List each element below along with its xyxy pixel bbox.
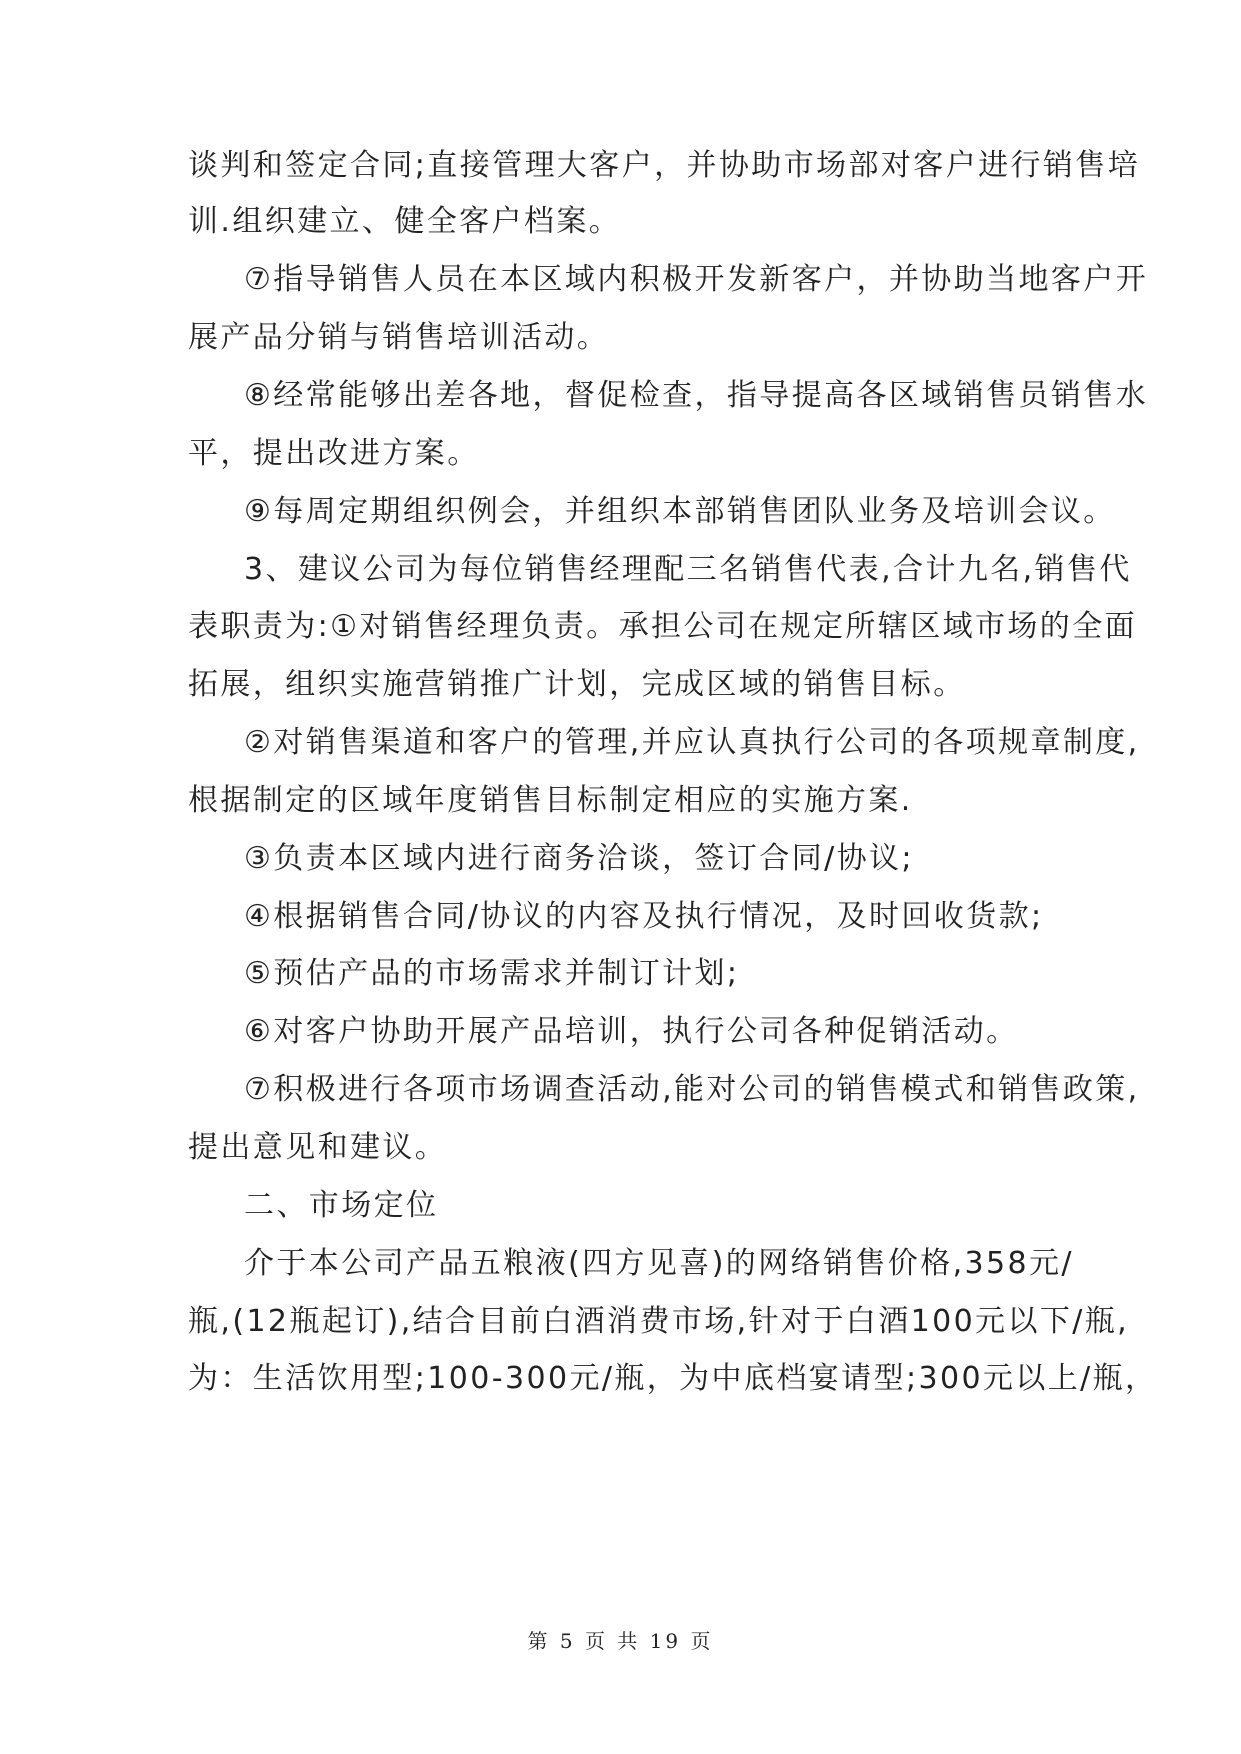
- text-line: ⑦指导销售人员在本区域内积极开发新客户，并协助当地客户开: [244, 262, 1149, 297]
- text-line: 平，提出改进方案。: [188, 436, 480, 471]
- text-line: ④根据销售合同/协议的内容及执行情况，及时回收货款;: [244, 899, 1044, 934]
- text-line: ⑦积极进行各项市场调查活动,能对公司的销售模式和销售政策,: [244, 1072, 1140, 1107]
- text-line: ⑥对客户协助开展产品培训，执行公司各种促销活动。: [244, 1014, 1019, 1049]
- text-line: ③负责本区域内进行商务洽谈，签订合同/协议;: [244, 841, 914, 876]
- text-line: 表职责为:①对销售经理负责。承担公司在规定所辖区域市场的全面: [188, 609, 1138, 644]
- text-line: 为：生活饮用型;100-300元/瓶，为中底档宴请型;300元以上/瓶，: [188, 1361, 1158, 1396]
- text-line: 瓶,(12瓶起订),结合目前白酒消费市场,针对于白酒100元以下/瓶,: [188, 1304, 1130, 1339]
- text-line: ②对销售渠道和客户的管理,并应认真执行公司的各项规章制度,: [244, 725, 1140, 760]
- section-heading: 二、市场定位: [244, 1188, 439, 1223]
- text-line: 谈判和签定合同;直接管理大客户，并协助市场部对客户进行销售培: [188, 148, 1141, 183]
- text-line: 提出意见和建议。: [188, 1130, 448, 1165]
- page-number-footer: 第 5 页 共 19 页: [527, 1629, 714, 1653]
- text-line: 3、建议公司为每位销售经理配三名销售代表,合计九名,销售代: [244, 552, 1132, 587]
- text-line: 介于本公司产品五粮液(四方见喜)的网络销售价格,358元/: [244, 1246, 1074, 1281]
- text-line: 拓展，组织实施营销推广计划，完成区域的销售目标。: [188, 667, 966, 702]
- text-line: ⑨每周定期组织例会，并组织本部销售团队业务及培训会议。: [244, 494, 1116, 529]
- text-line: 展产品分销与销售培训活动。: [188, 320, 610, 355]
- text-line: ⑧经常能够出差各地，督促检查，指导提高各区域销售员销售水: [244, 378, 1149, 413]
- text-line: ⑤预估产品的市场需求并制订计划;: [244, 956, 740, 991]
- text-line: 训.组织建立、健全客户档案。: [188, 204, 622, 239]
- text-line: 根据制定的区域年度销售目标制定相应的实施方案.: [188, 783, 913, 818]
